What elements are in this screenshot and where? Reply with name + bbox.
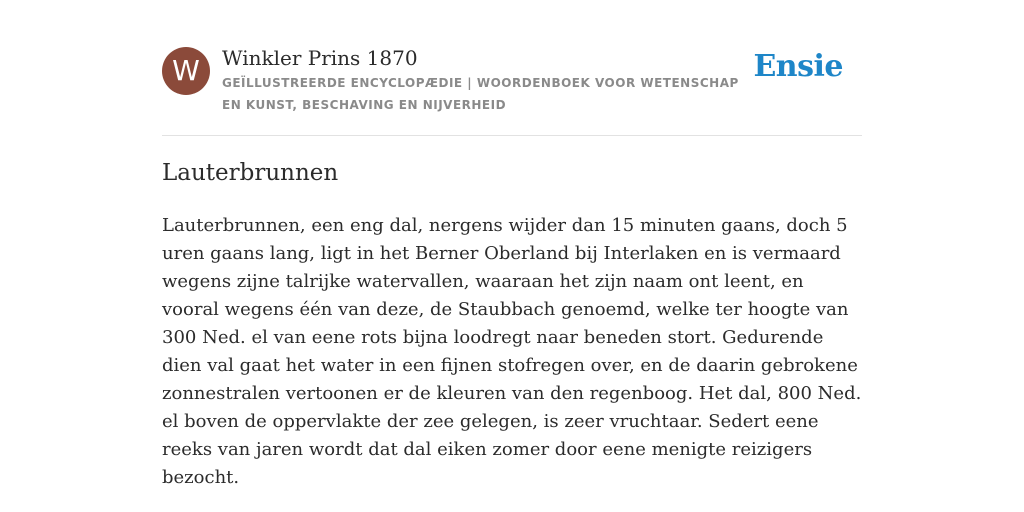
ensie-logo[interactable]: Ensie xyxy=(753,49,843,84)
source-title[interactable]: Winkler Prins 1870 xyxy=(222,46,418,70)
source-subtitle: GEÏLLUSTREERDE ENCYCLOPÆDIE | WOORDENBOEK VOOR WETENSCHAP EN KUNST, BESCHAVING EN NIJVERHEID xyxy=(222,76,739,112)
source-header xyxy=(162,45,862,117)
source-avatar[interactable]: W xyxy=(162,47,210,95)
header-divider xyxy=(162,135,862,136)
source-info xyxy=(222,45,762,116)
entry-title: Lauterbrunnen xyxy=(162,160,339,186)
entry-body: Lauterbrunnen, een eng dal, nergens wijder dan 15 minuten gaans, doch 5 uren gaans lang, ligt in het Berner Oberland bij Interlaken en is vermaard wegens zijne talrijke watervallen, waaraan het zijn naam ont leent, en vooral wegens één van deze, de Staubbach genoemd, welke ter hoogte van 300 Ned. el van eene rots bijna loodregt naar beneden stort. Gedurende dien val gaat het water in een fijnen stofregen over, en de daarin gebrokene zonnestralen vertoonen er de kleuren van den regenboog. Het dal, 800 Ned. el boven de oppervlakte der zee gelegen, is zeer vruchtaar. Sedert eene reeks van jaren wordt dat dal eiken zomer door eene menigte reizigers bezocht. xyxy=(162,215,862,488)
